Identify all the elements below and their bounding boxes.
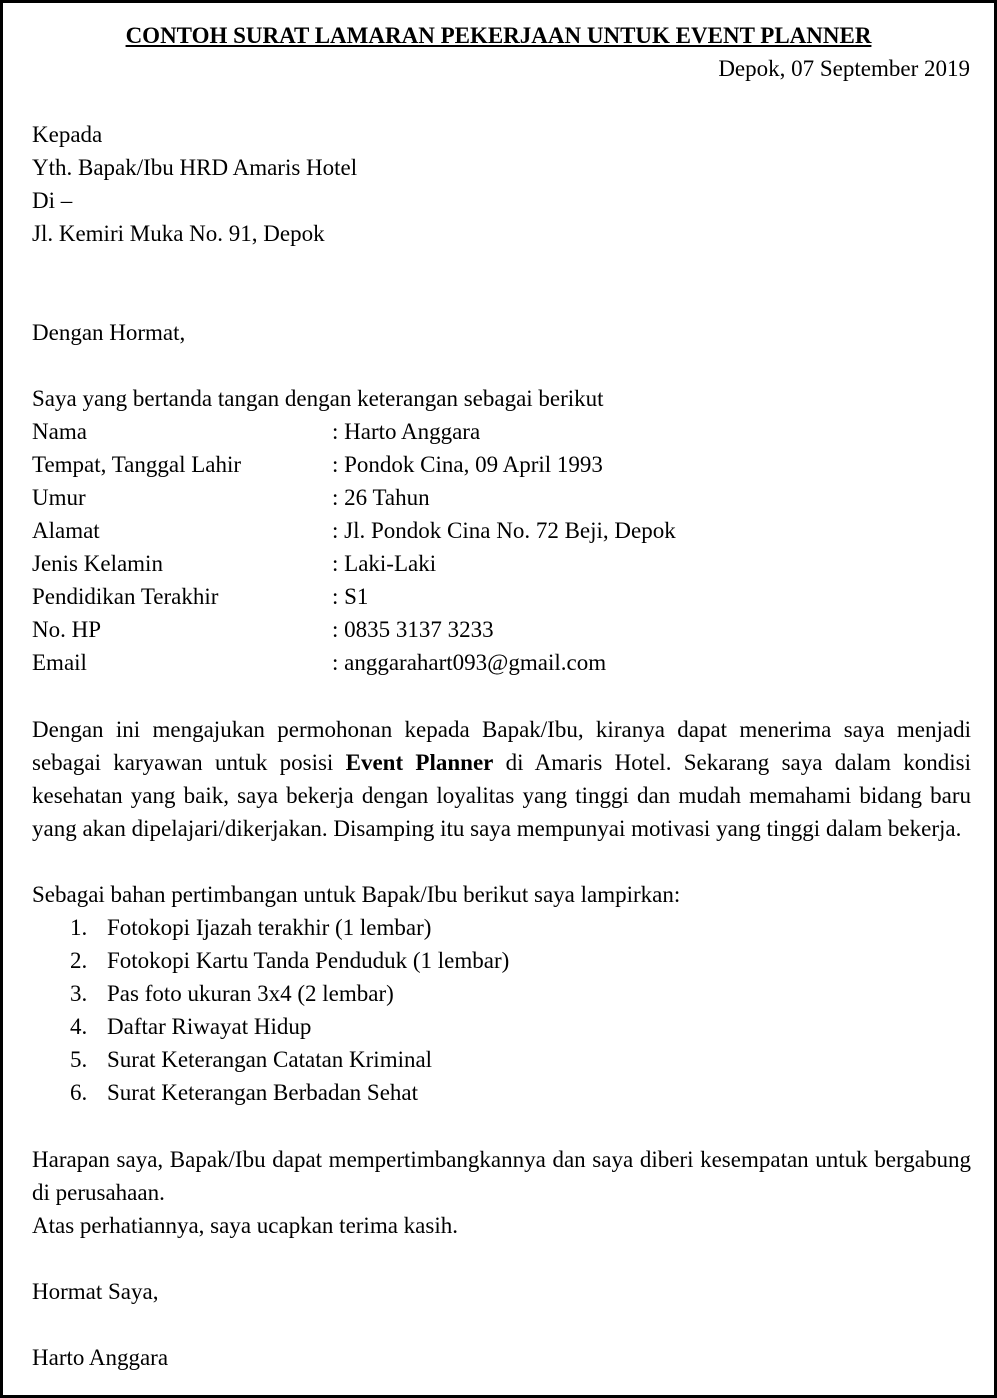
letter-title: CONTOH SURAT LAMARAN PEKERJAAN UNTUK EVENT PLANNER bbox=[125, 23, 872, 48]
list-item bbox=[32, 1010, 932, 1043]
detail-row bbox=[32, 415, 932, 448]
intro-text: Saya yang bertanda tangan dengan keterangan sebagai berikut bbox=[32, 386, 604, 411]
list-item bbox=[32, 911, 932, 944]
detail-value: : 26 Tahun bbox=[332, 485, 430, 510]
recipient-block bbox=[32, 118, 357, 250]
detail-value: : Harto Anggara bbox=[332, 419, 481, 444]
detail-value: : Pondok Cina, 09 April 1993 bbox=[332, 452, 603, 477]
detail-label: Nama bbox=[32, 419, 87, 444]
personal-details bbox=[32, 415, 932, 679]
recipient-name: Yth. Bapak/Ibu HRD Amaris Hotel bbox=[32, 155, 358, 180]
detail-row bbox=[32, 613, 932, 646]
detail-row bbox=[32, 514, 932, 547]
paragraph-text: Dengan ini mengajukan permohonan kepada Bapak/Ibu, kiranya dapat menerima saya menjadi sebagai karyawan untuk posisi bbox=[32, 717, 971, 775]
detail-row bbox=[32, 646, 932, 679]
list-number: 4. bbox=[70, 1014, 88, 1039]
attachments-intro: Sebagai bahan pertimbangan untuk Bapak/Ibu berikut saya lampirkan: bbox=[32, 882, 681, 907]
list-item bbox=[32, 944, 932, 977]
detail-label: Pendidikan Terakhir bbox=[32, 584, 219, 609]
closing-regards: Hormat Saya, bbox=[32, 1279, 159, 1304]
letter-date: Depok, 07 September 2019 bbox=[718, 56, 970, 81]
detail-value: : 0835 3137 3233 bbox=[332, 617, 494, 642]
list-number: 3. bbox=[70, 981, 88, 1006]
detail-row bbox=[32, 547, 932, 580]
detail-label: Email bbox=[32, 650, 87, 675]
list-number: 6. bbox=[70, 1080, 88, 1105]
detail-label: Alamat bbox=[32, 518, 100, 543]
recipient-to: Kepada bbox=[32, 122, 103, 147]
email-link[interactable]: : anggarahart093@gmail.com bbox=[332, 650, 607, 675]
list-item bbox=[32, 1043, 932, 1076]
list-number: 2. bbox=[70, 948, 88, 973]
position-name: Event Planner bbox=[345, 750, 494, 775]
list-text: Daftar Riwayat Hidup bbox=[107, 1014, 312, 1039]
list-text: Fotokopi Ijazah terakhir (1 lembar) bbox=[107, 915, 432, 940]
application-paragraph bbox=[32, 713, 971, 845]
detail-value: : S1 bbox=[332, 584, 369, 609]
attachments-list bbox=[32, 911, 932, 1109]
detail-row bbox=[32, 448, 932, 481]
detail-label: Jenis Kelamin bbox=[32, 551, 163, 576]
recipient-address: Jl. Kemiri Muka No. 91, Depok bbox=[32, 221, 325, 246]
list-text: Fotokopi Kartu Tanda Penduduk (1 lembar) bbox=[107, 948, 510, 973]
recipient-di: Di – bbox=[32, 188, 73, 213]
thanks-text: Atas perhatiannya, saya ucapkan terima kasih. bbox=[32, 1213, 458, 1238]
list-text: Pas foto ukuran 3x4 (2 lembar) bbox=[107, 981, 394, 1006]
list-item bbox=[32, 1076, 932, 1109]
list-number: 1. bbox=[70, 915, 88, 940]
greeting: Dengan Hormat, bbox=[32, 320, 186, 345]
detail-value: : Jl. Pondok Cina No. 72 Beji, Depok bbox=[332, 518, 676, 543]
detail-label: No. HP bbox=[32, 617, 102, 642]
list-text: Surat Keterangan Berbadan Sehat bbox=[107, 1080, 419, 1105]
detail-label: Umur bbox=[32, 485, 86, 510]
detail-row bbox=[32, 481, 932, 514]
hope-paragraph: Harapan saya, Bapak/Ibu dapat mempertimbangkannya dan saya diberi kesempatan untuk bergabung di perusahaan. bbox=[32, 1147, 971, 1205]
detail-row bbox=[32, 580, 932, 613]
detail-value: : Laki-Laki bbox=[332, 551, 437, 576]
list-number: 5. bbox=[70, 1047, 88, 1072]
list-item bbox=[32, 977, 932, 1010]
signer-name: Harto Anggara bbox=[32, 1345, 169, 1370]
detail-label: Tempat, Tanggal Lahir bbox=[32, 452, 242, 477]
list-text: Surat Keterangan Catatan Kriminal bbox=[107, 1047, 433, 1072]
paragraph-text: di Amaris Hotel. Sekarang saya dalam kondisi kesehatan yang baik, saya bekerja dengan loyalitas yang tinggi dan mudah memahami bidang baru yang akan dipelajari/dikerjakan. Disamping itu saya mempunyai motivasi yang tinggi dalam bekerja. bbox=[32, 750, 971, 841]
